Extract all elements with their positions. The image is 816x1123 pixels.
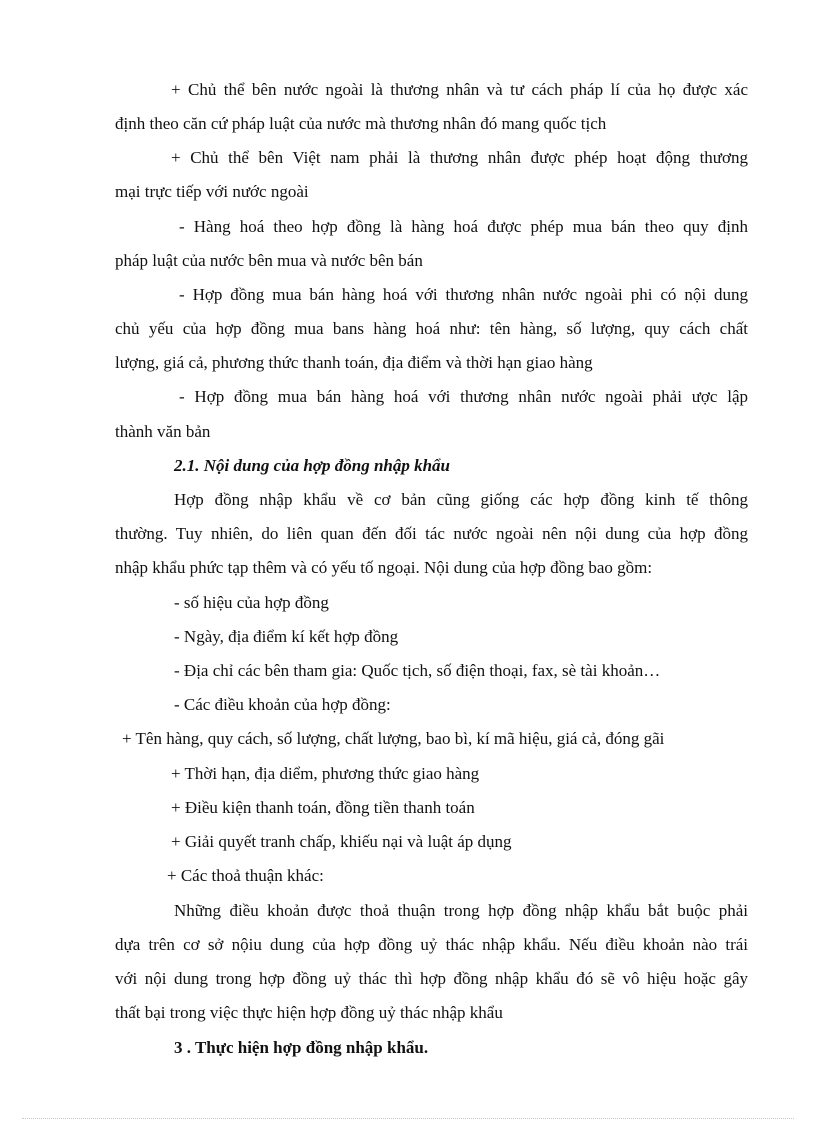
list-item: - Các điều khoản của hợp đồng: <box>174 695 391 714</box>
list-item: + Các thoả thuận khác: <box>167 866 324 885</box>
text-line: Hợp đồng nhập khẩu về cơ bản cũng giống các hợp đồng kinh tế thông <box>174 490 748 509</box>
list-item: - Địa chỉ các bên tham gia: Quốc tịch, số điện thoại, fax, sè tài khoản… <box>174 661 661 680</box>
section-heading: 3 . Thực hiện hợp đồng nhập khẩu. <box>174 1038 429 1057</box>
text-line: + Chủ thể bên Việt nam phải là thương nhân được phép hoạt động thương <box>171 148 748 167</box>
text-line: định theo căn cứ pháp luật của nước mà thương nhân đó mang quốc tịch <box>115 114 607 133</box>
text-line: thường. Tuy nhiên, do liên quan đến đối tác nước ngoài nên nội dung của hợp đồng <box>115 524 748 543</box>
text-line: - Hợp đồng mua bán hàng hoá với thương nhân nước ngoài phi có nội dung <box>179 285 748 304</box>
text-line: + Chủ thể bên nước ngoài là thương nhân và tư cách pháp lí của họ được xác <box>171 80 748 99</box>
text-line: - Hợp đồng mua bán hàng hoá với thương nhân nước ngoài phải ược lập <box>179 387 748 406</box>
list-item: + Thời hạn, địa diểm, phương thức giao hàng <box>171 764 480 783</box>
text-line: với nội dung trong hợp đồng uỷ thác thì hợp đồng nhập khẩu đó sẽ vô hiệu hoặc gây <box>115 969 748 988</box>
text-line: - Hàng hoá theo hợp đồng là hàng hoá được phép mua bán theo quy định <box>179 217 748 236</box>
text-line: Những điều khoản được thoả thuận trong hợp đồng nhập khẩu bắt buộc phải <box>174 901 748 920</box>
text-line: nhập khẩu phức tạp thêm và có yếu tố ngoại. Nội dung của hợp đồng bao gồm: <box>115 558 653 577</box>
text-line: mại trực tiếp với nước ngoài <box>115 182 309 201</box>
page-bottom-border <box>22 1118 794 1119</box>
text-line: chủ yếu của hợp đồng mua bans hàng hoá như: tên hàng, số lượng, quy cách chất <box>115 319 748 338</box>
text-line: lượng, giá cả, phương thức thanh toán, địa điểm và thời hạn giao hàng <box>115 353 593 372</box>
list-item: + Giải quyết tranh chấp, khiếu nại và luật áp dụng <box>171 832 512 851</box>
text-line: dựa trên cơ sở nộiu dung của hợp đồng uỷ thác nhập khẩu. Nếu điều khoản nào trái <box>115 935 748 954</box>
text-line: thất bại trong việc thực hiện hợp đồng uỷ thác nhập khẩu <box>115 1003 503 1022</box>
section-heading: 2.1. Nội dung của hợp đồng nhập khẩu <box>174 456 451 475</box>
text-line: pháp luật của nước bên mua và nước bên bán <box>115 251 423 270</box>
list-item: - Ngày, địa điểm kí kết hợp đồng <box>174 627 399 646</box>
list-item: + Tên hàng, quy cách, số lượng, chất lượng, bao bì, kí mã hiệu, giá cả, đóng gãi <box>122 729 665 748</box>
list-item: + Điều kiện thanh toán, đồng tiền thanh toán <box>171 798 475 817</box>
list-item: - số hiệu của hợp đồng <box>174 593 329 612</box>
text-line: thành văn bản <box>115 422 211 441</box>
